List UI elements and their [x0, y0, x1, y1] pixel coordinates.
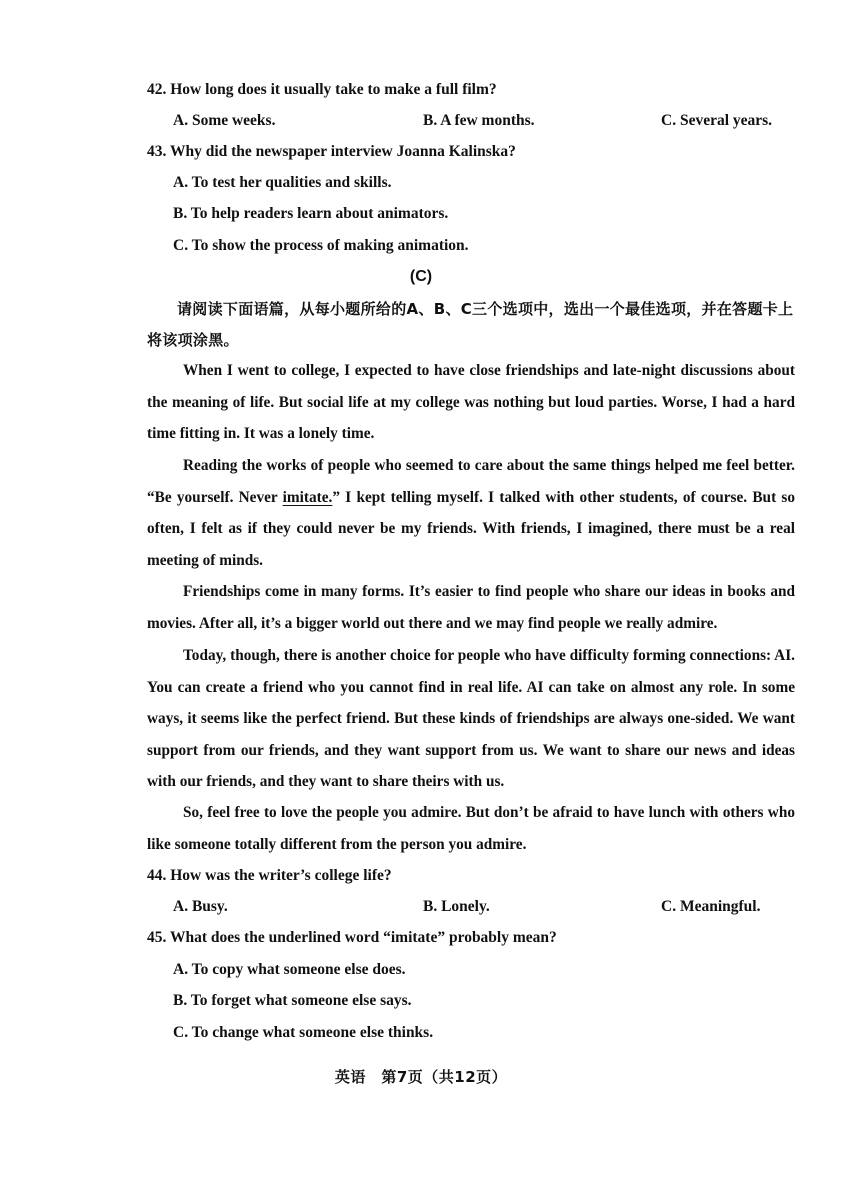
q43-option-b: B. To help readers learn about animators.: [173, 205, 449, 222]
section-title: (C): [409, 268, 433, 285]
q45-option-c: C. To change what someone else thinks.: [173, 1024, 434, 1041]
underlined-word-imitate: imitate.: [282, 488, 333, 506]
passage-paragraph-3: Friendships come in many forms. It’s easier to find people who share our ideas in books and movies. After all, it’s a bigger world out there and we may find people we really admire.: [147, 583, 795, 632]
q44-option-b: B. Lonely.: [423, 898, 490, 915]
passage-paragraph-4: Today, though, there is another choice for people who have difficulty forming connections: AI. You can create a friend who you cannot find in real life. AI can take on almost any role. In some ways, it seems like the perfect friend. But these kinds of friendships are always one-sided. We want support from our friends, and they want support from us. We want to share our news and ideas with our friends, and they want to share theirs with us.: [147, 647, 795, 790]
paragraph-2-text-start: Reading the works of people who seemed to care about the same things helped me feel better. “Be yourself. Never: [147, 457, 795, 506]
paragraph-2-text-end: ” I kept telling myself. I talked with other students, of course. But so often, I felt as if they could never be my friends. With friends, I imagined, there must be a real meeting of minds.: [147, 488, 796, 569]
question-42: 42. How long does it usually take to make a full film?: [147, 81, 497, 98]
passage-paragraph-2: [147, 450, 795, 576]
q42-option-a: A. Some weeks.: [173, 112, 276, 129]
section-instructions: 请阅读下面语篇，从每小题所给的A、B、C三个选项中，选出一个最佳选项，并在答题卡上将该项涂黑。: [147, 300, 794, 349]
page-footer: 英语 第7页（共12页）: [334, 1068, 508, 1086]
question-45: 45. What does the underlined word “imitate” probably mean?: [147, 929, 557, 946]
passage-paragraph-5: So, feel free to love the people you admire. But don’t be afraid to have lunch with others who like someone totally different from the person you admire.: [147, 804, 795, 853]
q45-option-a: A. To copy what someone else does.: [173, 961, 406, 978]
q42-option-c: C. Several years.: [661, 112, 773, 129]
q43-option-c: C. To show the process of making animation.: [173, 237, 469, 254]
question-43: 43. Why did the newspaper interview Joanna Kalinska?: [147, 143, 516, 160]
q42-option-b: B. A few months.: [423, 112, 535, 129]
question-44: 44. How was the writer’s college life?: [147, 867, 392, 884]
q44-option-a: A. Busy.: [173, 898, 228, 915]
q43-option-a: A. To test her qualities and skills.: [173, 174, 392, 191]
q45-option-b: B. To forget what someone else says.: [173, 992, 412, 1009]
passage-paragraph-1: When I went to college, I expected to have close friendships and late-night discussions about the meaning of life. But social life at my college was nothing but loud parties. Worse, I had a hard time fitting in. It was a lonely time.: [147, 362, 795, 442]
q44-option-c: C. Meaningful.: [661, 898, 761, 915]
